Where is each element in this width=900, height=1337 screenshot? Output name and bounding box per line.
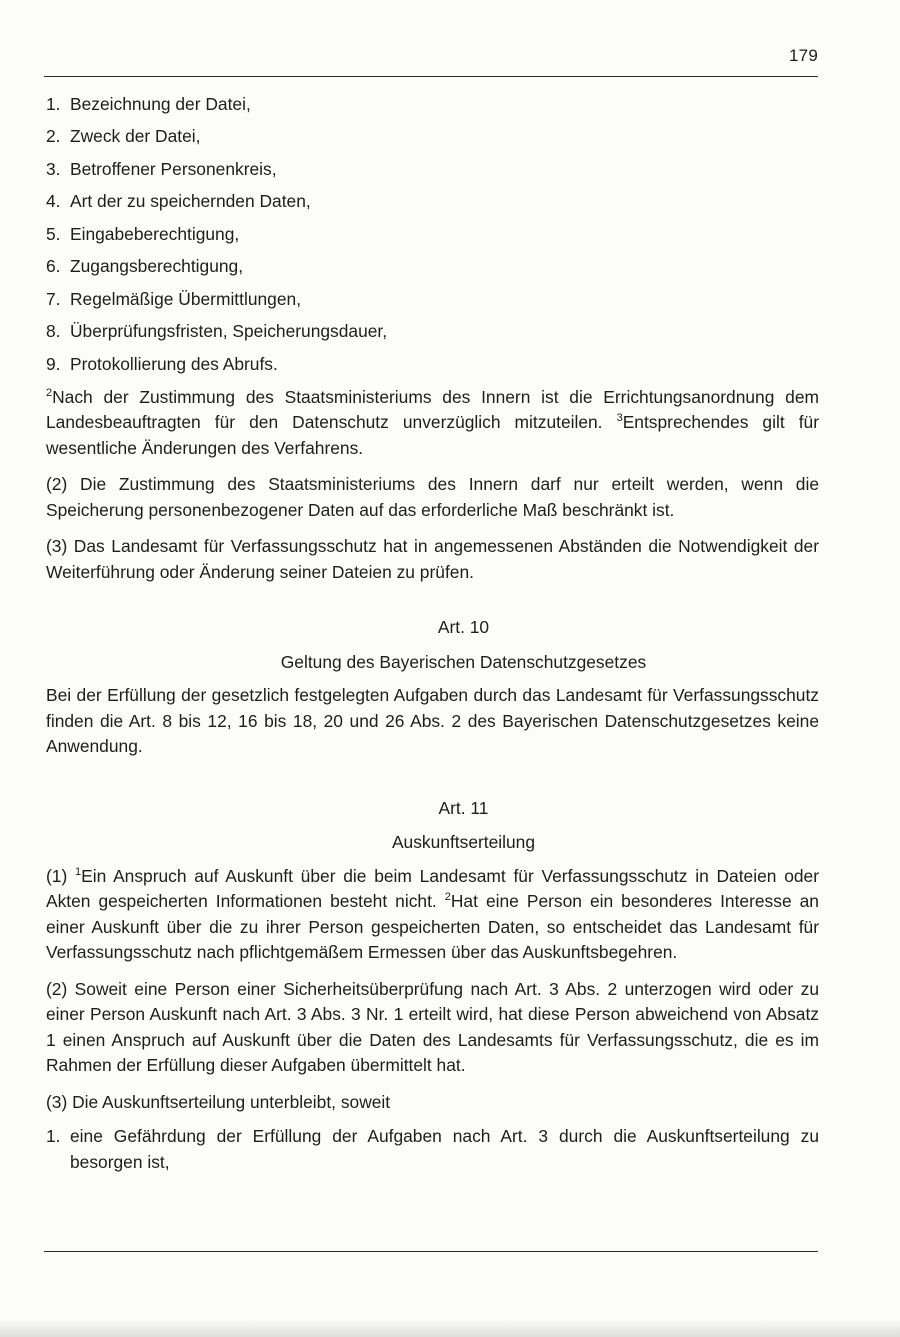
list-number: 1. (46, 93, 61, 114)
list-number: 3. (46, 158, 61, 179)
article-number: Art. 11 (438, 797, 489, 818)
sentence-marker: 2 (444, 891, 451, 904)
list-item (46, 348, 819, 381)
scan-edge-shadow (0, 1319, 900, 1337)
paragraph-prefix: (1) (46, 865, 76, 886)
list-item (46, 316, 819, 349)
page-content (46, 88, 819, 1175)
article-11-abs-2: (2) Soweit eine Person einer Sicherheitsüberprüfung nach Art. 3 Abs. 2 unterzogen wird oder zu einer Person Auskunft nach Art. 3 Abs. 3 Nr. 1 erteilt wird, hat diese Person abweichend von Absatz 1 einen Anspruch auf Auskunft über die Daten des Landesamts für Verfassungsschutz, die es im Rahmen der Erfüllung dieser Aufgaben übermittelt hat. (46, 978, 819, 1075)
list-number: 8. (46, 321, 61, 341)
list-number: 5. (46, 223, 61, 244)
footer-rule (44, 1251, 818, 1252)
list-text: Zweck der Datei, (70, 126, 201, 146)
list-number: 7. (46, 288, 61, 309)
sentence-text: Ein Anspruch auf Auskunft über die beim Landesamt für Verfassungsschutz in Dateien oder Akten gespeicherten Informationen besteht nicht. (46, 865, 819, 911)
list-item (46, 88, 819, 121)
list-text: eine Gefährdung der Erfüllung der Aufgaben nach Art. 3 durch die Auskunftserteilung zu besorgen ist, (70, 1126, 819, 1172)
list-number: 6. (46, 256, 61, 276)
list-text: Zugangsberechtigung, (70, 256, 244, 276)
list-text: Eingabeberechtigung, (70, 223, 240, 244)
list-item (46, 1124, 819, 1175)
list-number: 4. (46, 191, 61, 211)
list-item (46, 186, 819, 219)
page-number: 179 (789, 46, 818, 65)
article-title: Auskunftserteilung (391, 832, 536, 852)
article-11-abs-1 (46, 864, 819, 966)
numbered-list (46, 88, 819, 381)
list-text: Art der zu speichernden Daten, (70, 191, 311, 211)
paragraph-abs-3: (3) Das Landesamt für Verfassungsschutz hat in angemessenen Abständen die Notwendigkeit der Weiterführung oder Änderung seiner Dateien zu prüfen. (46, 536, 819, 582)
list-text: Protokollierung des Abrufs. (70, 353, 278, 374)
list-number: 1. (46, 1126, 61, 1146)
sentence-text: Nach der Zustimmung des Staatsministeriums des Innern ist die Errichtungsanordnung dem Landesbeauftragten für den Datenschutz unverzüglich mitzuteilen. (46, 386, 819, 432)
article-number: Art. 10 (437, 617, 490, 637)
list-item (46, 121, 819, 154)
sentence-text: Hat eine Person ein besonderes Interesse an einer Auskunft über die zu ihrer Person gespeicherten Daten, so entscheidet das Landesamt für Verfassungsschutz nach pflichtgemäßem Ermessen über das Auskunftsbegehren. (46, 891, 819, 962)
sentence-marker: 3 (616, 412, 623, 425)
sentence-marker: 2 (46, 386, 53, 399)
article-10-text: Bei der Erfüllung der gesetzlich festgelegten Aufgaben durch das Landesamt für Verfassungsschutz finden die Art. 8 bis 12, 16 bis 18, 20 und 26 Abs. 2 des Bayerischen Datenschutzgesetzes keine Anwendung. (46, 685, 819, 756)
list-number: 9. (46, 353, 61, 374)
sentence-marker: 1 (75, 865, 82, 878)
paragraph-abs-2: (2) Die Zustimmung des Staatsministeriums des Innern darf nur erteilt werden, wenn die Speicherung personenbezogener Daten auf das erforderliche Maß beschränkt ist. (46, 474, 819, 520)
list-item (46, 283, 819, 316)
list-number: 2. (46, 126, 61, 146)
header-rule (44, 76, 818, 77)
list-text: Regelmäßige Übermittlungen, (70, 288, 302, 309)
list-item (46, 251, 819, 284)
sentence-text: Entsprechendes gilt für wesentliche Änderungen des Verfahrens. (46, 412, 820, 458)
list-item (46, 153, 819, 186)
list-item (46, 218, 819, 251)
paragraph-sentences-2-3 (46, 385, 819, 462)
list-text: Bezeichnung der Datei, (70, 93, 251, 114)
list-text: Betroffener Personenkreis, (70, 158, 277, 179)
article-title: Geltung des Bayerischen Datenschutzgesetzes (280, 651, 647, 672)
list-text: Überprüfungsfristen, Speicherungsdauer, (70, 321, 388, 341)
article-11-abs-3: (3) Die Auskunftserteilung unterbleibt, soweit (46, 1091, 391, 1112)
